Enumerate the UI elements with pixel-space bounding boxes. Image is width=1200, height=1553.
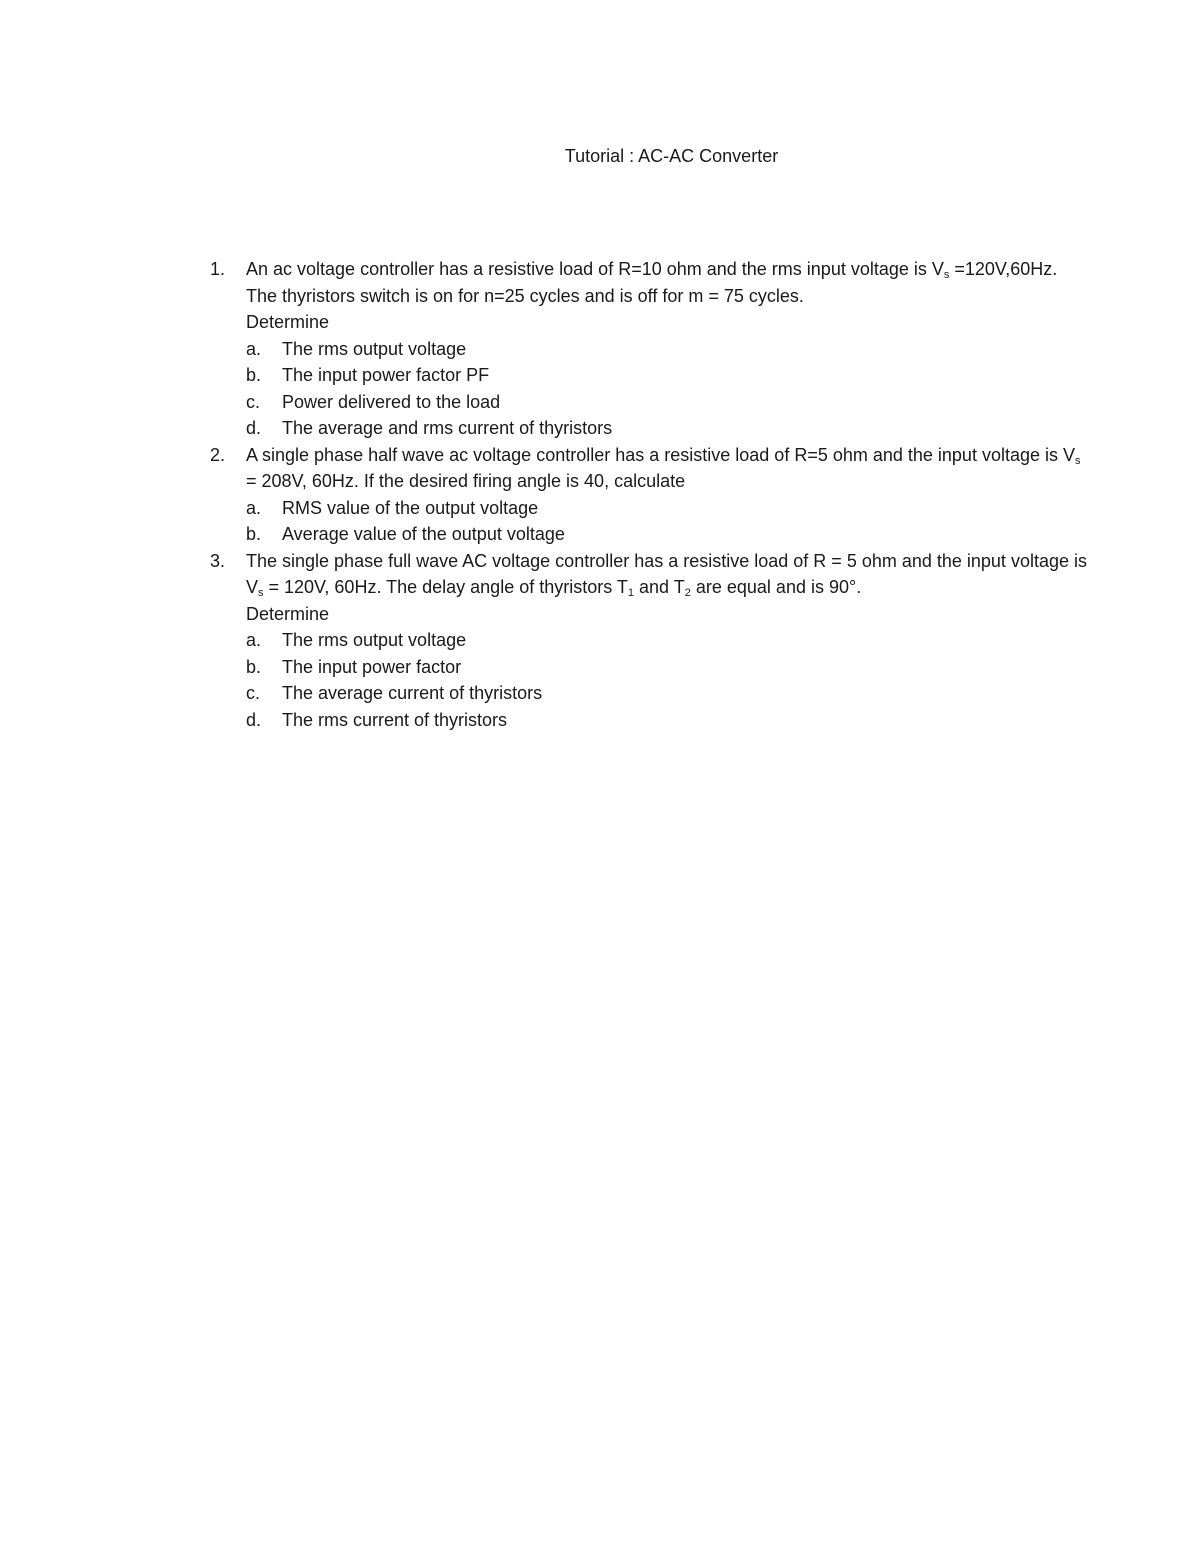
question-part [246,521,1090,548]
part-text: Power delivered to the load [282,391,501,412]
question-instruction: Determine [246,603,330,624]
part-text: The input power factor [282,656,462,677]
question-text-part: =120V,60Hz. The thyristors switch is on for n=25 cycles and is off for m = 75 cycles. [246,259,1058,306]
question-3 [210,548,1090,734]
question-part [246,680,1090,707]
question-text [246,256,1090,309]
question-body [246,442,1090,548]
question-text [246,548,1090,601]
part-label: c. [246,391,261,412]
question-part [246,627,1090,654]
part-label: d. [246,418,262,438]
question-2 [210,442,1090,548]
subscript: 1 [627,587,635,599]
question-number: 3. [210,550,226,571]
subscript: 2 [684,587,691,599]
part-label: b. [246,524,262,544]
question-text-part: = 208V, 60Hz. If the desired firing angle is 40, calculate [246,471,686,491]
question-part [246,389,1090,416]
question-text-part: = 120V, 60Hz. The delay angle of thyristors T [263,577,628,597]
part-text: The average current of thyristors [282,683,543,703]
part-label: a. [246,497,262,518]
question-part [246,336,1090,363]
part-label: b. [246,656,262,677]
question-text [246,442,1090,495]
part-text: The rms current of thyristors [282,709,508,730]
question-text-part: are equal and is 90°. [690,577,862,597]
part-label: d. [246,709,262,730]
question-number: 2. [210,444,226,465]
subscript: s [1075,454,1081,467]
question-body [246,256,1090,442]
part-label: b. [246,365,262,385]
question-1 [210,256,1090,442]
page-title: Tutorial : AC-AC Converter [564,146,779,166]
part-label: a. [246,338,262,359]
question-body [246,548,1090,734]
subscript: s [943,269,950,281]
part-text: The rms output voltage [282,630,467,650]
question-part [246,495,1090,522]
part-text: RMS value of the output voltage [282,497,539,518]
part-text: Average value of the output voltage [282,524,565,544]
question-part [246,362,1090,389]
question-part [246,654,1090,681]
question-part [246,415,1090,442]
part-text: The average and rms current of thyristors [282,418,613,438]
question-text-part: An ac voltage controller has a resistive load of R=10 ohm and the rms input voltage is V [246,259,944,279]
question-instruction: Determine [246,312,330,332]
part-label: a. [246,630,262,650]
question-text-part: A single phase half wave ac voltage controller has a resistive load of R=5 ohm and the input voltage is V [246,444,1075,465]
question-part [246,707,1090,734]
subscript: s [258,587,264,599]
part-text: The input power factor PF [282,365,490,385]
part-text: The rms output voltage [282,338,467,359]
part-label: c. [246,683,261,703]
question-text-part: and T [634,577,685,597]
question-text-part: The single phase full wave AC voltage controller has a resistive load of R = 5 ohm and the input voltage is V [246,550,1087,597]
question-number: 1. [210,259,226,279]
question-list [210,256,1090,733]
